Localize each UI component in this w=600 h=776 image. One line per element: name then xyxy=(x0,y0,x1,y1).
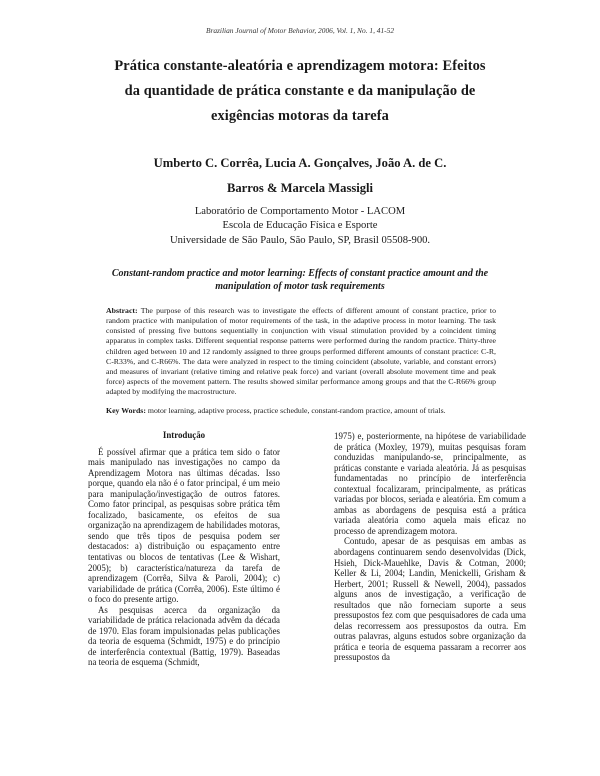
intro-heading: Introdução xyxy=(162,430,206,440)
left-column xyxy=(88,430,280,668)
paragraph: As pesquisas acerca da organização da variabilidade de prática relacionada advêm da década de 1970. Elas foram impulsionadas pelas publicações da teoria de esquema (Schmidt, 1975) e do princípio de interferência contextual (Battig, 1979). Baseadas na teoria de esquema (Schmidt, xyxy=(88,604,280,668)
paragraph: Contudo, apesar de as pesquisas em ambas as abordagens continuarem sendo desenvolvidas (Dick, Hsieh, Dick-Mauehlke, Davis & Cotman, 2000; Keller & Li, 2004; Landin, Menickelli, Grisham & Herbert, 2001; Russell & Newell, 2004), passados alguns anos de investigação, a verificação de resultados que não forneciam suporte a seus pressupostos fez com que pesquisadores de cada uma delas recorressem aos pressupostos da outra. Em outras palavras, alguns estudos sobre organização da prática e teoria de esquema passaram a recorrer aos pressupostos da xyxy=(334,536,526,663)
abstract xyxy=(106,306,496,397)
paper-title-english: Constant-random practice and motor learning: Effects of constant practice amount and the manipulation of motor task requirements xyxy=(111,268,489,292)
keywords-label: Key Words: xyxy=(106,406,146,415)
right-column xyxy=(334,431,526,663)
paragraph: 1975) e, posteriormente, na hipótese de variabilidade de prática (Moxley, 1979), muitas pesquisas foram conduzidas manipulando-se, principalmente, as práticas constante e variada aleatória. Já as pesquisas fundamentadas no princípio de interferência contextual focalizaram, principalmente, as práticas variadas por blocos, seriada e aleatória. Em comum a ambas as abordagens de pesquisa está a prática variada aleatória como aquela mais eficaz no processo de aprendizagem motora. xyxy=(334,431,526,536)
authors: Umberto C. Corrêa, Lucia A. Gonçalves, João A. de C. Barros & Marcela Massigli xyxy=(153,156,447,195)
affiliation-university: Universidade de São Paulo, São Paulo, SP, Brasil 05508-900. xyxy=(169,234,431,246)
paper-title-portuguese: Prática constante-aleatória e aprendizagem motora: Efeitos da quantidade de prática constante e da manipulação de exigências motoras da tarefa xyxy=(114,58,486,124)
affiliation xyxy=(150,205,450,248)
keywords xyxy=(106,406,496,416)
abstract-text: The purpose of this research was to investigate the effects of different amount of constant practice, prior to random practice with manipulation of motor requirements of the task, in the adaptive process in motor learning. The task consisted of pressing five buttons sequentially in conjunction with visual stimulation provided by a coincident timing apparatus in complex tasks. Different sequential response patterns were performed during the random practice. Thirty-three children aged between 10 and 12 randomly assigned to three groups performed different amounts of constant practice: C-R, C-R33%, and C-R66%. The data were analyzed in respect to the timing coincident (absolute, variable, and constant errors) and measures of invariant (relative timing and relative peak force) and variant (overall absolute movement time and peak force) aspects of the movement pattern. The results showed similar performance among groups and that the C-R66% group adapted by modifying the macrostructure. xyxy=(106,306,496,397)
paragraph: É possível afirmar que a prática tem sido o fator mais manipulado nas investigações no campo da Aprendizagem Motora nas últimas décadas. Isso porque, quando ela não é o fator principal, é um meio para manipulação/investigação de outros fatores. Como fator principal, as pesquisas sobre prática têm focalizado, basicamente, os efeitos de sua organização na aprendizagem de habilidades motoras, sendo que três tipos de pesquisa podem ser destacados: a) distribuição ou espaçamento entre tentativas ou blocos de tentativas (Lee & Wishart, 2005); b) característica/natureza da tarefa de aprendizagem (Corrêa, Silva & Paroli, 2004); c) variabilidade de prática (Corrêa, 2006). Este último é o foco do presente artigo. xyxy=(88,446,280,605)
affiliation-school: Escola de Educação Física e Esporte xyxy=(222,220,378,232)
journal-header: Brazilian Journal of Motor Behavior, 2006, Vol. 1, No. 1, 41-52 xyxy=(205,26,395,35)
keywords-text: motor learning, adaptive process, practice schedule, constant-random practice, amount of trials. xyxy=(147,406,446,415)
abstract-label: Abstract: xyxy=(106,306,138,315)
affiliation-lab: Laboratório de Comportamento Motor - LACOM xyxy=(194,206,406,217)
